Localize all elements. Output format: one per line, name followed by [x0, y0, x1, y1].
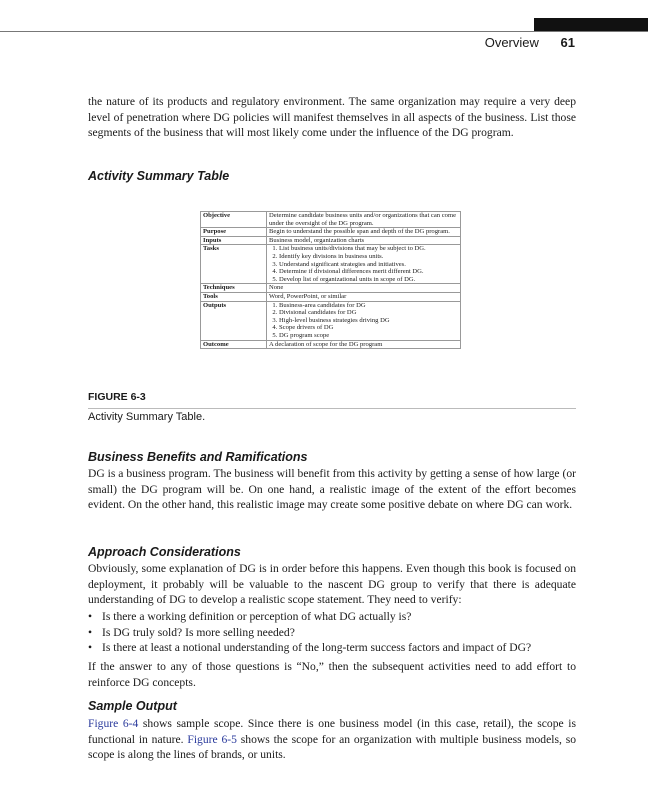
row-value: A declaration of scope for the DG program [267, 340, 461, 349]
row-label: Objective [201, 212, 267, 228]
benefits-paragraph: DG is a business program. The business will benefit from this activity by getting a sense of how large (or small) the DG program will be. On one hand, a realistic image of the extent of the effort becomes evident. On the other hand, this realistic image may create some positive debate on where DG can work. [88, 467, 576, 512]
verify-list [88, 609, 576, 656]
intro-paragraph: the nature of its products and regulatory environment. The same organization may require a very deep level of penetration where DG policies will manifest themselves in all aspects of the business. List those segments of the business that will most likely come under the influence of the DG program. [88, 95, 576, 140]
sample-text-2: shows the scope for an organization with multiple business models, so scope is along the lines of brands, or units. [88, 732, 577, 762]
list-item: 1. List business units/divisions that may be subject to DG. [279, 245, 458, 253]
row-value: Begin to understand the possible span and depth of the DG program. [267, 228, 461, 237]
row-label: Techniques [201, 284, 267, 293]
activity-summary-heading: Activity Summary Table [88, 169, 230, 183]
activity-summary-table [200, 211, 461, 349]
tasks-list [269, 245, 458, 283]
list-item: 3. Understand significant strategies and initiatives. [279, 261, 458, 269]
row-label: Purpose [201, 228, 267, 237]
followup-paragraph: If the answer to any of those questions is “No,” then the subsequent activities need to add effort to reinforce DG concepts. [88, 660, 576, 689]
list-item: 4. Determine if divisional differences merit different DG. [279, 268, 458, 276]
row-value [267, 301, 461, 340]
header-bar [534, 18, 648, 32]
row-label: Outputs [201, 301, 267, 340]
list-item: • Is there a working definition or perception of what DG actually is? [88, 609, 576, 625]
table-row [201, 301, 461, 340]
table-row [201, 212, 461, 228]
running-header [0, 35, 575, 50]
row-value: Word, PowerPoint, or similar [267, 292, 461, 301]
benefits-heading: Business Benefits and Ramifications [88, 450, 308, 464]
figure-label: FIGURE 6-3 [88, 391, 146, 403]
list-item: 1. Business-area candidates for DG [279, 302, 458, 310]
row-value: Determine candidate business units and/or organizations that can come under the oversight of the DG program. [267, 212, 461, 228]
table-row [201, 340, 461, 349]
figure-rule [88, 408, 576, 409]
sample-output-paragraph [88, 716, 576, 763]
row-label: Outcome [201, 340, 267, 349]
row-label: Tasks [201, 245, 267, 284]
row-value [267, 245, 461, 284]
row-label: Inputs [201, 236, 267, 245]
page-number: 61 [560, 35, 575, 50]
list-item: • Is DG truly sold? Is more selling needed? [88, 625, 576, 641]
list-item: 5. Develop list of organizational units in scope of DG. [279, 276, 458, 284]
list-item: 5. DG program scope [279, 332, 458, 340]
sample-text-1: shows sample scope. Since there is one business model (in this case, retail), the scope is functional in nature. [88, 717, 576, 746]
approach-paragraph: Obviously, some explanation of DG is in order before this happens. Even though this book is focused on deployment, it probably will be valuable to the nascent DG group to verify that there is adequate understanding of DG to develop a realistic scope statement. They need to verify: [88, 562, 576, 607]
outputs-list [269, 302, 458, 340]
row-label: Tools [201, 292, 267, 301]
list-item: • Is there at least a notional understanding of the long-term success factors and impact of DG? [88, 640, 576, 656]
figure-6-4-link[interactable]: Figure 6-4 [88, 717, 139, 730]
row-value: Business model, organization charts [267, 236, 461, 245]
list-item: 4. Scope drivers of DG [279, 324, 458, 332]
list-item: 2. Identify key divisions in business units. [279, 253, 458, 261]
table-row [201, 236, 461, 245]
approach-heading: Approach Considerations [88, 545, 241, 559]
row-value: None [267, 284, 461, 293]
list-item: 2. Divisional candidates for DG [279, 309, 458, 317]
list-item: 3. High-level business strategies driving DG [279, 317, 458, 325]
figure-6-5-link[interactable]: Figure 6-5 [187, 732, 237, 746]
sample-output-heading: Sample Output [88, 699, 177, 713]
table-row [201, 284, 461, 293]
section-title: Overview [484, 35, 539, 50]
table-row [201, 292, 461, 301]
header-rule [0, 31, 648, 32]
table-row [201, 228, 461, 237]
table-row [201, 245, 461, 284]
figure-caption: Activity Summary Table. [88, 411, 206, 423]
